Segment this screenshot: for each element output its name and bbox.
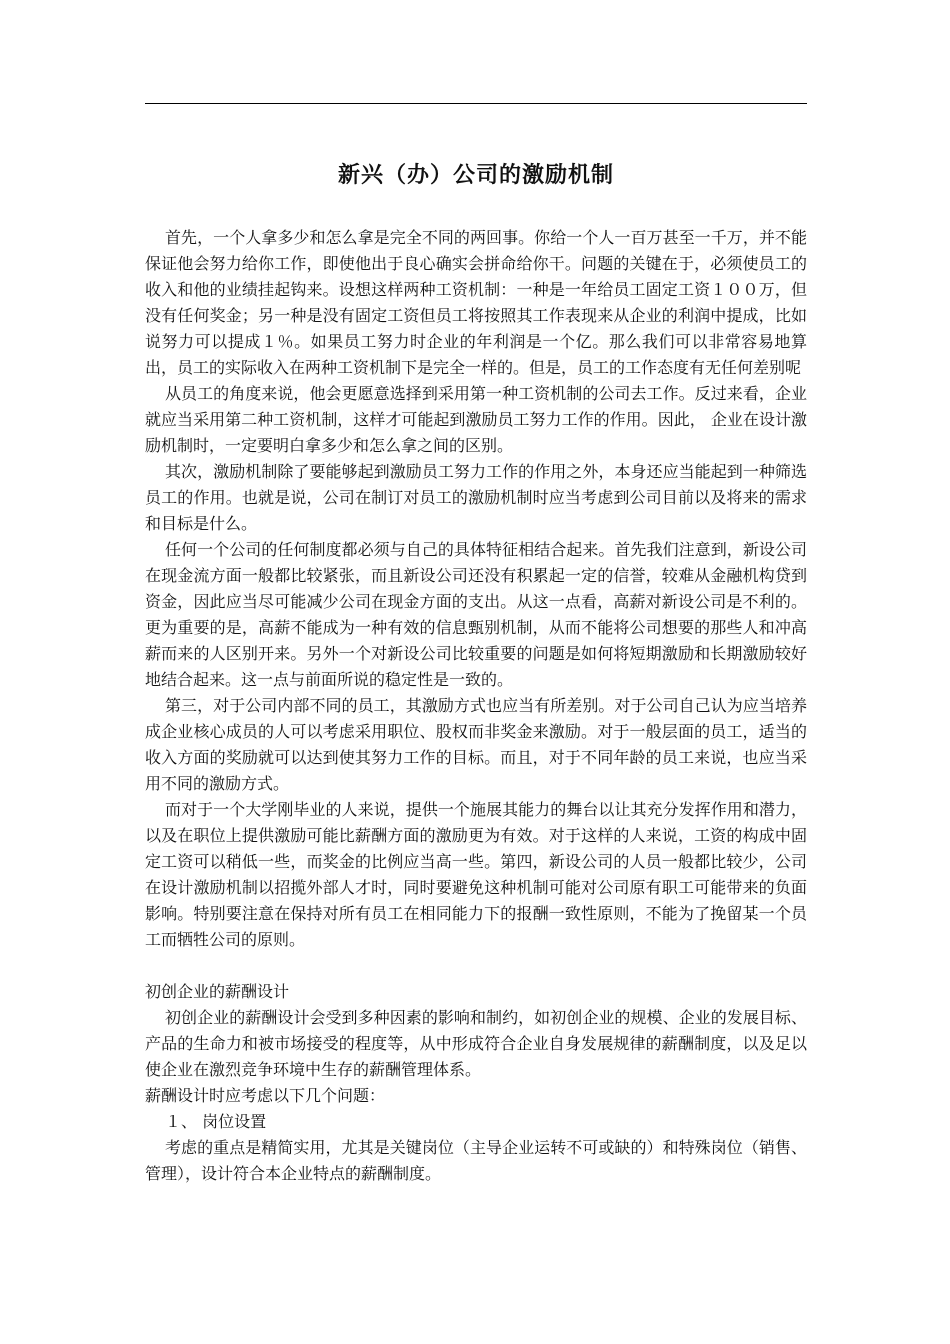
item-1-title: １、 岗位设置 bbox=[165, 1112, 267, 1131]
questions-intro: 薪酬设计时应考虑以下几个问题： bbox=[145, 1086, 386, 1105]
blank-line bbox=[145, 953, 807, 979]
item-1-text: 考虑的重点是精简实用，尤其是关键岗位（主导企业运转不可或缺的）和特殊岗位（销售、管理），设计符合本企业特点的薪酬制度。 bbox=[145, 1138, 807, 1183]
document-body bbox=[145, 225, 807, 1187]
paragraph: 从员工的角度来说，他会更愿意选择到采用第一种工资机制的公司去工作。反过来看，企业就应当采用第二种工资机制，这样才可能起到激励员工努力工作的作用。因此， 企业在设计激励机制时，一定要明白拿多少和怎么拿之间的区别。 bbox=[145, 384, 807, 455]
paragraph: 首先，一个人拿多少和怎么拿是完全不同的两回事。你给一个人一百万甚至一千万，并不能保证他会努力给你工作，即使他出于良心确实会拼命给你干。问题的关键在于，必须使员工的收入和他的业绩挂起钩来。设想这样两种工资机制：一种是一年给员工固定工资１００万，但没有任何奖金；另一种是没有固定工资但员工将按照其工作表现来从企业的利润中提成，比如说努力可以提成１％。如果员工努力时企业的年利润是一个亿。那么我们可以非常容易地算出，员工的实际收入在两种工资机制下是完全一样的。但是，员工的工作态度有无任何差别呢 bbox=[145, 228, 807, 377]
paragraph: 第三，对于公司内部不同的员工，其激励方式也应当有所差别。对于公司自己认为应当培养成企业核心成员的人可以考虑采用职位、股权而非奖金来激励。对于一般层面的员工，适当的收入方面的奖励就可以达到使其努力工作的目标。而且，对于不同年龄的员工来说，也应当采用不同的激励方式。 bbox=[145, 696, 807, 793]
section-paragraph: 初创企业的薪酬设计会受到多种因素的影响和制约，如初创企业的规模、企业的发展目标、产品的生命力和被市场接受的程度等，从中形成符合企业自身发展规律的薪酬制度，以及足以使企业在激烈竞争环境中生存的薪酬管理体系。 bbox=[145, 1008, 807, 1079]
paragraph: 任何一个公司的任何制度都必须与自己的具体特征相结合起来。首先我们注意到，新设公司在现金流方面一般都比较紧张，而且新设公司还没有积累起一定的信誉，较难从金融机构贷到资金，因此应当尽可能减少公司在现金方面的支出。从这一点看，高薪对新设公司是不利的。更为重要的是，高薪不能成为一种有效的信息甄别机制，从而不能将公司想要的那些人和冲高薪而来的人区别开来。另外一个对新设公司比较重要的问题是如何将短期激励和长期激励较好地结合起来。这一点与前面所说的稳定性是一致的。 bbox=[145, 540, 807, 689]
document-title: 新兴（办）公司的激励机制 bbox=[337, 162, 614, 188]
header-rule bbox=[145, 103, 807, 104]
paragraph: 其次，激励机制除了要能够起到激励员工努力工作的作用之外，本身还应当能起到一种筛选员工的作用。也就是说，公司在制订对员工的激励机制时应当考虑到公司目前以及将来的需求和目标是什么。 bbox=[145, 462, 807, 533]
paragraph: 而对于一个大学刚毕业的人来说，提供一个施展其能力的舞台以让其充分发挥作用和潜力，以及在职位上提供激励可能比薪酬方面的激励更为有效。对于这样的人来说，工资的构成中固定工资可以稍低一些，而奖金的比例应当高一些。第四，新设公司的人员一般都比较少，公司在设计激励机制以招揽外部人才时，同时要避免这种机制可能对公司原有职工可能带来的负面影响。特别要注意在保持对所有员工在相同能力下的报酬一致性原则，不能为了挽留某一个员工而牺牲公司的原则。 bbox=[145, 800, 807, 949]
section-heading: 初创企业的薪酬设计 bbox=[145, 982, 290, 1001]
